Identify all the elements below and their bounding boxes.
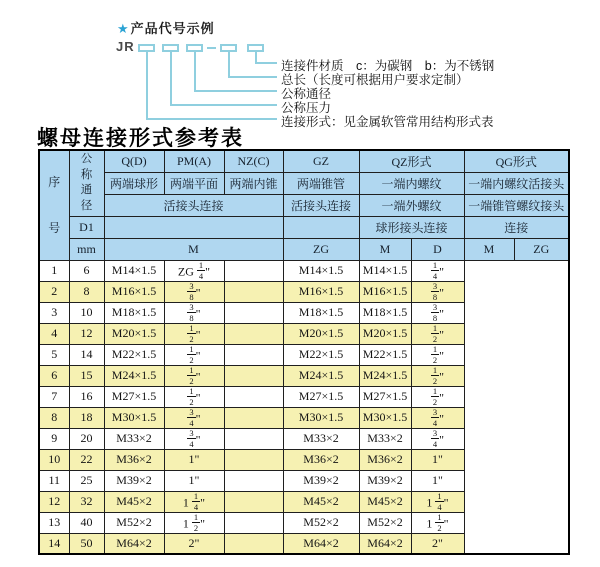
qz-d-cell: M30×1.5 [283, 407, 359, 428]
header-q-sub: 两端球形 [104, 172, 164, 194]
header-qg-m: M [464, 238, 514, 260]
qz-d-cell: M16×1.5 [283, 281, 359, 302]
serial-cell: 2 [39, 281, 69, 302]
qz-d-cell: M24×1.5 [283, 365, 359, 386]
dn-cell: 50 [69, 533, 104, 554]
header-qg-sub1: 一端内螺纹活接头 [464, 172, 569, 194]
serial-cell: 11 [39, 470, 69, 491]
qz-m-cell [224, 491, 283, 512]
serial-cell: 13 [39, 512, 69, 533]
qz-d-cell: M22×1.5 [283, 344, 359, 365]
serial-cell: 8 [39, 407, 69, 428]
m-cell: M20×1.5 [104, 323, 164, 344]
code-box-1 [138, 44, 155, 52]
m-cell: M27×1.5 [104, 386, 164, 407]
star-icon: ★ [117, 21, 130, 36]
m-cell: M64×2 [104, 533, 164, 554]
table-row [39, 512, 569, 533]
header-dn: 公称通径 [69, 150, 104, 216]
gz-cell: $\frac{3}{8}$ " [164, 302, 224, 323]
serial-cell: 1 [39, 260, 69, 281]
qg-m-cell: M14×1.5 [359, 260, 411, 281]
table-row [39, 428, 569, 449]
qz-m-cell [224, 512, 283, 533]
qz-m-cell [224, 533, 283, 554]
label-nominal-pressure: 公称压力 [281, 101, 332, 115]
connector-line [255, 62, 277, 64]
gz-cell: ZG $\frac{1}{4}$ " [164, 260, 224, 281]
m-cell: M36×2 [104, 449, 164, 470]
label-total-length: 总长（长度可根据用户要求定制） [281, 73, 469, 87]
header-mm: mm [69, 238, 104, 260]
header-qg: QG形式 [464, 150, 569, 172]
table-header [39, 150, 569, 260]
qz-d-cell: M33×2 [283, 428, 359, 449]
connector-line [146, 52, 148, 120]
header-blank-left [104, 216, 283, 238]
qg-m-cell: M24×1.5 [359, 365, 411, 386]
serial-cell: 3 [39, 302, 69, 323]
header-qz-sub3: 球形接头连接 [359, 216, 464, 238]
gz-cell: $\frac{1}{2}$ " [164, 323, 224, 344]
m-cell: M45×2 [104, 491, 164, 512]
table-body [39, 260, 569, 554]
qg-m-cell: M27×1.5 [359, 386, 411, 407]
m-cell: M16×1.5 [104, 281, 164, 302]
dn-cell: 25 [69, 470, 104, 491]
gz-cell: $\frac{3}{4}$ " [164, 428, 224, 449]
connector-line [194, 52, 196, 92]
qz-m-cell [224, 281, 283, 302]
qg-m-cell: M45×2 [359, 491, 411, 512]
connector-line [228, 76, 277, 78]
table-row [39, 281, 569, 302]
qz-d-cell: M14×1.5 [283, 260, 359, 281]
qz-d-cell: M20×1.5 [283, 323, 359, 344]
qg-m-cell: M64×2 [359, 533, 411, 554]
code-box-5 [247, 44, 264, 52]
table-row [39, 533, 569, 554]
header-union-gz: 活接头连接 [283, 194, 359, 216]
dn-cell: 32 [69, 491, 104, 512]
qg-m-cell: M22×1.5 [359, 344, 411, 365]
qg-zg-cell: $\frac{3}{8}$ " [411, 302, 464, 323]
header-nz: NZ(C) [224, 150, 283, 172]
qz-d-cell: M45×2 [283, 491, 359, 512]
label-connection-form: 连接形式：见金属软管常用结构形式表 [281, 115, 494, 129]
code-box-2 [162, 44, 179, 52]
qg-m-cell: M18×1.5 [359, 302, 411, 323]
connector-line [228, 52, 230, 78]
qg-m-cell: M20×1.5 [359, 323, 411, 344]
header-d1: D1 [69, 216, 104, 238]
qz-d-cell: M39×2 [283, 470, 359, 491]
dn-cell: 10 [69, 302, 104, 323]
m-cell: M18×1.5 [104, 302, 164, 323]
qg-zg-cell: 1 $\frac{1}{2}$ " [411, 512, 464, 533]
product-code-diagram [0, 0, 600, 129]
qz-m-cell [224, 260, 283, 281]
label-material: 连接件材质 c：为碳钢 b：为不锈钢 [281, 59, 495, 73]
qg-m-cell: M39×2 [359, 470, 411, 491]
qz-d-cell: M36×2 [283, 449, 359, 470]
header-serial: 序号 [39, 150, 69, 260]
dn-cell: 20 [69, 428, 104, 449]
code-box-3 [186, 44, 203, 52]
header-qg-sub3: 连接 [464, 216, 569, 238]
table-row [39, 470, 569, 491]
connector-line [170, 52, 172, 106]
gz-cell: $\frac{1}{2}$ " [164, 344, 224, 365]
m-cell: M33×2 [104, 428, 164, 449]
qg-m-cell: M36×2 [359, 449, 411, 470]
code-dash [207, 47, 216, 49]
dn-cell: 15 [69, 365, 104, 386]
header-qz-sub2: 一端外螺纹 [359, 194, 464, 216]
header-union-left: 活接头连接 [104, 194, 283, 216]
code-box-4 [220, 44, 237, 52]
gz-cell: 2" [164, 533, 224, 554]
header-q: Q(D) [104, 150, 164, 172]
header-qz-d: D [411, 238, 464, 260]
qz-m-cell [224, 470, 283, 491]
header-gz-sub: 两端锥管 [283, 172, 359, 194]
header-zg-gz: ZG [283, 238, 359, 260]
gz-cell: 1" [164, 449, 224, 470]
nut-connection-table [38, 149, 570, 555]
header-gz: GZ [283, 150, 359, 172]
gz-cell: $\frac{1}{2}$ " [164, 365, 224, 386]
qz-m-cell [224, 323, 283, 344]
serial-cell: 6 [39, 365, 69, 386]
qz-d-cell: M18×1.5 [283, 302, 359, 323]
header-qz-m: M [359, 238, 411, 260]
qz-m-cell [224, 449, 283, 470]
qg-zg-cell: $\frac{3}{4}$ " [411, 428, 464, 449]
m-cell: M24×1.5 [104, 365, 164, 386]
gz-cell: $\frac{3}{4}$ " [164, 407, 224, 428]
header-m-left: M [104, 238, 283, 260]
qg-zg-cell: 2" [411, 533, 464, 554]
table-row [39, 344, 569, 365]
qg-zg-cell: 1 $\frac{1}{4}$ " [411, 491, 464, 512]
gz-cell: $\frac{3}{8}$ " [164, 281, 224, 302]
table-row [39, 260, 569, 281]
gz-cell: $\frac{1}{2}$ " [164, 386, 224, 407]
serial-cell: 9 [39, 428, 69, 449]
code-prefix: JR [116, 39, 135, 54]
qz-d-cell: M64×2 [283, 533, 359, 554]
table-row [39, 365, 569, 386]
diagram-title [117, 18, 215, 37]
qg-zg-cell: $\frac{1}{2}$ " [411, 344, 464, 365]
connector-line [146, 118, 277, 120]
qz-m-cell [224, 407, 283, 428]
qz-m-cell [224, 344, 283, 365]
table-row [39, 491, 569, 512]
table-row [39, 407, 569, 428]
header-pm: PM(A) [164, 150, 224, 172]
qg-zg-cell: $\frac{1}{2}$ " [411, 365, 464, 386]
dn-cell: 14 [69, 344, 104, 365]
qg-zg-cell: 1" [411, 470, 464, 491]
table-row [39, 323, 569, 344]
header-pm-sub: 两端平面 [164, 172, 224, 194]
qz-d-cell: M27×1.5 [283, 386, 359, 407]
connector-line [170, 104, 277, 106]
header-qz: QZ形式 [359, 150, 464, 172]
dn-cell: 12 [69, 323, 104, 344]
header-qg-sub2: 一端锥管螺纹接头 [464, 194, 569, 216]
qz-m-cell [224, 428, 283, 449]
table-row [39, 386, 569, 407]
qz-m-cell [224, 302, 283, 323]
header-qz-sub1: 一端内螺纹 [359, 172, 464, 194]
dn-cell: 16 [69, 386, 104, 407]
serial-cell: 5 [39, 344, 69, 365]
serial-cell: 7 [39, 386, 69, 407]
m-cell: M30×1.5 [104, 407, 164, 428]
qz-d-cell: M52×2 [283, 512, 359, 533]
qg-zg-cell: $\frac{3}{4}$ " [411, 407, 464, 428]
table-row [39, 302, 569, 323]
connector-line [194, 90, 277, 92]
header-nz-sub: 两端内锥 [224, 172, 283, 194]
dn-cell: 8 [69, 281, 104, 302]
qg-zg-cell: $\frac{1}{4}$ " [411, 260, 464, 281]
qg-m-cell: M52×2 [359, 512, 411, 533]
qg-m-cell: M30×1.5 [359, 407, 411, 428]
qg-m-cell: M33×2 [359, 428, 411, 449]
dn-cell: 18 [69, 407, 104, 428]
qg-zg-cell: $\frac{3}{8}$ " [411, 281, 464, 302]
m-cell: M39×2 [104, 470, 164, 491]
qz-m-cell [224, 365, 283, 386]
header-qg-zg: ZG [514, 238, 569, 260]
m-cell: M14×1.5 [104, 260, 164, 281]
gz-cell: 1" [164, 470, 224, 491]
qg-zg-cell: 1" [411, 449, 464, 470]
serial-cell: 12 [39, 491, 69, 512]
m-cell: M22×1.5 [104, 344, 164, 365]
gz-cell: 1 $\frac{1}{4}$ " [164, 491, 224, 512]
qz-m-cell [224, 386, 283, 407]
serial-cell: 14 [39, 533, 69, 554]
label-nominal-diameter: 公称通径 [281, 87, 332, 101]
table-row [39, 449, 569, 470]
qg-zg-cell: $\frac{1}{2}$ " [411, 323, 464, 344]
gz-cell: 1 $\frac{1}{2}$ " [164, 512, 224, 533]
header-blank-gz [283, 216, 359, 238]
dn-cell: 22 [69, 449, 104, 470]
dn-cell: 6 [69, 260, 104, 281]
diagram-title-text: 产品代号示例 [130, 21, 215, 36]
serial-cell: 10 [39, 449, 69, 470]
serial-cell: 4 [39, 323, 69, 344]
table-title: 螺母连接形式参考表 [37, 126, 244, 150]
dn-cell: 40 [69, 512, 104, 533]
qg-m-cell: M16×1.5 [359, 281, 411, 302]
m-cell: M52×2 [104, 512, 164, 533]
qg-zg-cell: $\frac{1}{2}$ " [411, 386, 464, 407]
